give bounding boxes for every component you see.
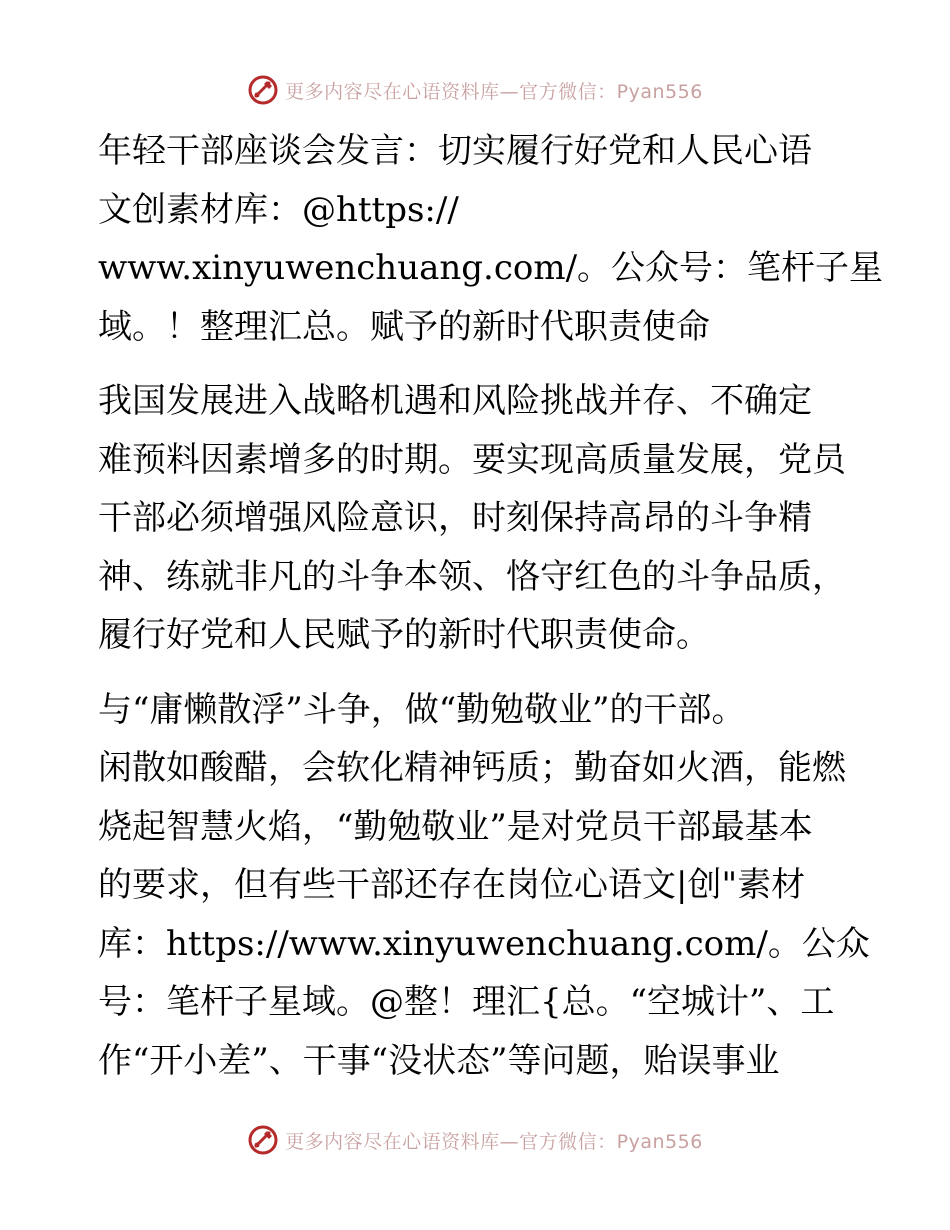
footer-banner-text: 更多内容尽在心语资料库—官方微信：Pyan556 [285,1130,703,1153]
text-line: 库：https://www.xinyuwenchuang.com/。公众 [98,923,870,964]
text-line: 文创素材库：@https:// [98,189,459,230]
text-line: 干部必须增强风险意识，时刻保持高昂的斗争精 [98,498,812,538]
text-line: 难预料因素增多的时期。要实现高质量发展，党员 [98,439,846,480]
text-line: 神、练就非凡的斗争本领、恪守红色的斗争品质， [98,556,846,597]
text-line: 号：笔杆子星域。@整！理汇{总。“空城计”、工 [98,982,835,1022]
paragraph-intro [98,372,858,665]
header-wechat-id: Pyan556 [616,80,703,103]
text-line: 的要求，但有些干部还存在岗位心语文|创"素材 [98,865,806,905]
brand-logo-icon [247,74,279,106]
text-line: www.xinyuwenchuang.com/。公众号：笔杆子星 [98,248,884,288]
footer-banner [0,1120,950,1160]
text-line: 年轻干部座谈会发言：切实履行好党和人民心语 [98,131,812,171]
paragraph-body [98,681,870,1091]
text-line: 域。！整理汇总。赋予的新时代职责使命 [98,306,710,347]
paragraph-spacer [98,665,858,681]
footer-wechat-id: Pyan556 [616,1130,703,1153]
header-banner-text: 更多内容尽在心语资料库—官方微信：Pyan556 [285,80,703,103]
paragraph-spacer [98,356,858,372]
brand-logo-icon [247,1124,279,1156]
text-line: 履行好党和人民赋予的新时代职责使命。 [98,615,710,655]
text-line: 作“开小差”、干事“没状态”等问题，贻误事业 [98,1040,780,1081]
text-line: 烧起智慧火焰，“勤勉敬业”是对党员干部最基本 [98,806,813,847]
text-line: 闲散如酸醋，会软化精神钙质；勤奋如火酒，能燃 [98,748,846,788]
paragraph-title [98,122,884,356]
text-line: 我国发展进入战略机遇和风险挑战并存、不确定 [98,381,812,421]
document-body [98,122,884,1090]
text-line: 与“庸懒散浮”斗争，做“勤勉敬业”的干部。 [98,689,746,730]
header-banner [0,70,950,110]
